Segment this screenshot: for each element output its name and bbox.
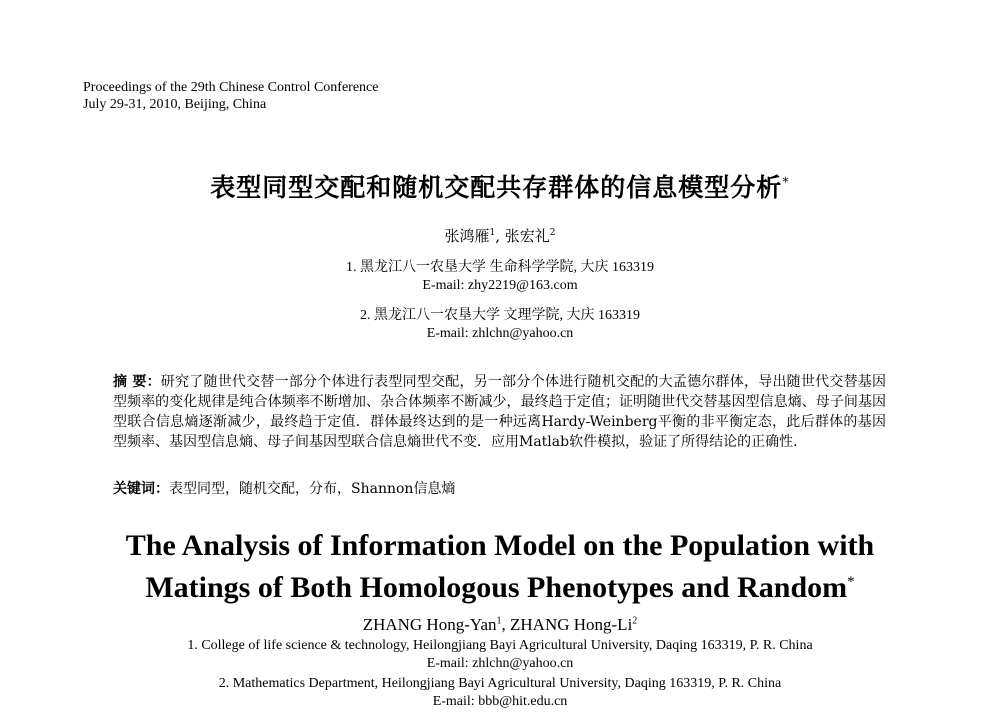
- chinese-affiliation-1: [0, 259, 1000, 295]
- english-author-1: ZHANG Hong-Yan: [362, 615, 497, 634]
- conference-header: [83, 79, 378, 113]
- chinese-author-1: 张鸿雁: [444, 227, 490, 245]
- english-title-line-2: [0, 564, 1000, 606]
- abstract-label: 摘 要: [113, 374, 147, 390]
- chinese-title-text: 表型同型交配和随机交配共存群体的信息模型分析: [210, 173, 783, 202]
- conference-date-location: July 29-31, 2010, Beijing, China: [83, 97, 267, 112]
- english-author-2: ZHANG Hong-Li: [510, 615, 633, 634]
- chinese-affiliation-1-email: E-mail: zhy2219@163.com: [422, 278, 578, 293]
- abstract-text: 研究了随世代交替一部分个体进行表型同型交配，另一部分个体进行随机交配的大孟德尔群体，导出随世代交替基因型频率的变化规律是纯合体频率不断增加、杂合体频率不断减少，最终趋于定值；证明随世代交替基因型信息熵、母子间基因型联合信息熵逐渐减少，最终趋于定值．群体最终达到的是一种远离Hardy-Weinberg平衡的非平衡定态，此后群体的基因型频率、基因型信息熵、母子间基因型联合信息熵世代不变．应用Matlab软件模拟，验证了所得结论的正确性.: [113, 374, 887, 450]
- chinese-author-2: 张宏礼: [504, 227, 550, 245]
- chinese-affiliation-2-text: 2. 黑龙江八一农垦大学 文理学院, 大庆 163319: [360, 308, 640, 323]
- chinese-author-2-sup: 2: [549, 228, 556, 238]
- english-affiliation-1-email: E-mail: zhlchn@yahoo.cn: [426, 656, 574, 671]
- chinese-affiliation-2-email: E-mail: zhlchn@yahoo.cn: [426, 326, 574, 341]
- chinese-title: [0, 168, 1000, 204]
- chinese-authors: [0, 225, 1000, 246]
- keywords-colon: ：: [155, 481, 169, 497]
- keywords-text: 表型同型，随机交配，分布，Shannon信息熵: [169, 481, 456, 497]
- chinese-affiliation-1-text: 1. 黑龙江八一农垦大学 生命科学学院, 大庆 163319: [346, 260, 654, 275]
- english-affiliation-1-text: 1. College of life science & technology, Heilongjiang Bayi Agricultural University, Daqing 163319, P. R. China: [187, 638, 813, 653]
- english-author-2-sup: 2: [632, 615, 638, 627]
- english-affiliation-2: [0, 675, 1000, 711]
- english-affiliation-1: [0, 637, 1000, 673]
- chinese-author-separator: ,: [495, 227, 505, 245]
- conference-name: Proceedings of the 29th Chinese Control Conference: [83, 80, 379, 95]
- keywords-label: 关键词: [113, 481, 155, 497]
- english-title: [0, 528, 1000, 606]
- chinese-author-1-sup: 1: [489, 228, 496, 238]
- english-affiliation-2-email: E-mail: bbb@hit.edu.cn: [432, 694, 568, 709]
- english-author-1-sup: 1: [496, 615, 502, 627]
- chinese-keywords: [113, 478, 886, 498]
- english-authors: [0, 615, 1000, 635]
- english-title-line-2-text: Matings of Both Homologous Phenotypes and Random: [145, 571, 848, 604]
- chinese-affiliation-2: [0, 307, 1000, 343]
- english-title-line-1: The Analysis of Information Model on the Population with: [125, 529, 875, 562]
- english-title-footnote-mark: *: [847, 574, 855, 590]
- english-author-separator: ,: [501, 615, 510, 634]
- english-affiliation-2-text: 2. Mathematics Department, Heilongjiang Bayi Agricultural University, Daqing 163319, P. R. China: [218, 676, 782, 691]
- chinese-title-footnote-mark: *: [782, 175, 790, 191]
- chinese-abstract: [113, 372, 886, 452]
- abstract-colon: ：: [146, 374, 161, 390]
